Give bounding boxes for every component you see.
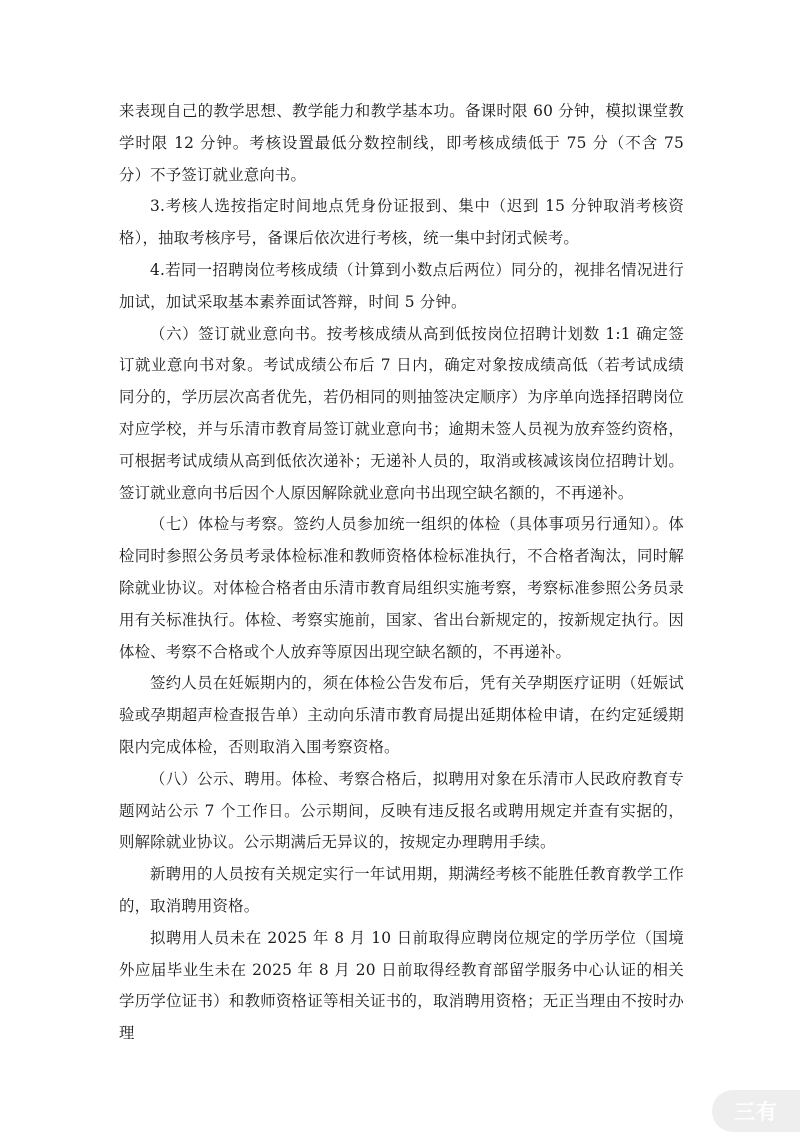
paragraph-probation: 新聘用的人员按有关规定实行一年试用期，期满经考核不能胜任教育教学工作的，取消聘用资格。 [119, 865, 684, 915]
paragraph-item-4: 4.若同一招聘岗位考核成绩（计算到小数点后两位）同分的，视排名情况进行加试，加试采取基本素养面试答辩，时间 5 分钟。 [119, 260, 684, 311]
paragraph-section-6: （六）签订就业意向书。按考核成绩从高到低按岗位招聘计划数 1:1 确定签订就业意向书对象。考试成绩公布后 7 日内，确定对象按成绩高低（若考试成绩同分的，学历层次高者优先，若仍相同的则抽签决定顺序）为序单向选择招聘岗位对应学校，并与乐清市教育局签订就业意向书；逾期未签人员视为放弃签约资格，可根据考试成绩从高到低依次递补；无递补人员的，取消或核减该岗位招聘计划。签订就业意向书后因个人原因解除就业意向书出现空缺名额的，不再递补。 [119, 324, 684, 502]
paragraph-section-7: （七）体检与考察。签约人员参加统一组织的体检（具体事项另行通知）。体检同时参照公务员考录体检标准和教师资格体检标准执行，不合格者淘汰，同时解除就业协议。对体检合格者由乐清市教育局组织实施考察，考察标准参照公务员录用有关标准执行。体检、考察实施前，国家、省出台新规定的，按新规定执行。因体检、考察不合格或个人放弃等原因出现空缺名额的，不再递补。 [119, 515, 684, 661]
watermark-badge [712, 1090, 800, 1132]
paragraph-continuation: 来表现自己的教学思想、教学能力和教学基本功。备课时限 60 分钟，模拟课堂教学时限 12 分钟。考核设置最低分数控制线，即考核成绩低于 75 分（不含 75 分）不予签订就业意向书。 [119, 102, 684, 184]
body-text [119, 96, 684, 1050]
paragraph-pregnancy: 签约人员在妊娠期内的，须在体检公告发布后，凭有关孕期医疗证明（妊娠试验或孕期超声检查报告单）主动向乐清市教育局提出延期体检申请，在约定延缓期限内完成体检，否则取消入围考察资格。 [119, 674, 684, 756]
paragraph-qualification: 拟聘用人员未在 2025 年 8 月 10 日前取得应聘岗位规定的学历学位（国境外应届毕业生未在 2025 年 8 月 20 日前取得经教育部留学服务中心认证的相关学历学位证书）和教师资格证等相关证书的，取消聘用资格；无正当理由不按时办理 [119, 928, 684, 1043]
paragraph-section-8: （八）公示、聘用。体检、考察合格后，拟聘用对象在乐清市人民政府教育专题网站公示 7 个工作日。公示期间，反映有违反报名或聘用规定并查有实据的，则解除就业协议。公示期满后无异议的，按规定办理聘用手续。 [119, 769, 684, 852]
paragraph-item-3: 3.考核人选按指定时间地点凭身份证报到、集中（迟到 15 分钟取消考核资格），抽取考核序号，备课后依次进行考核，统一集中封闭式候考。 [119, 197, 684, 248]
watermark-logo-text: 三有 [734, 1100, 778, 1124]
